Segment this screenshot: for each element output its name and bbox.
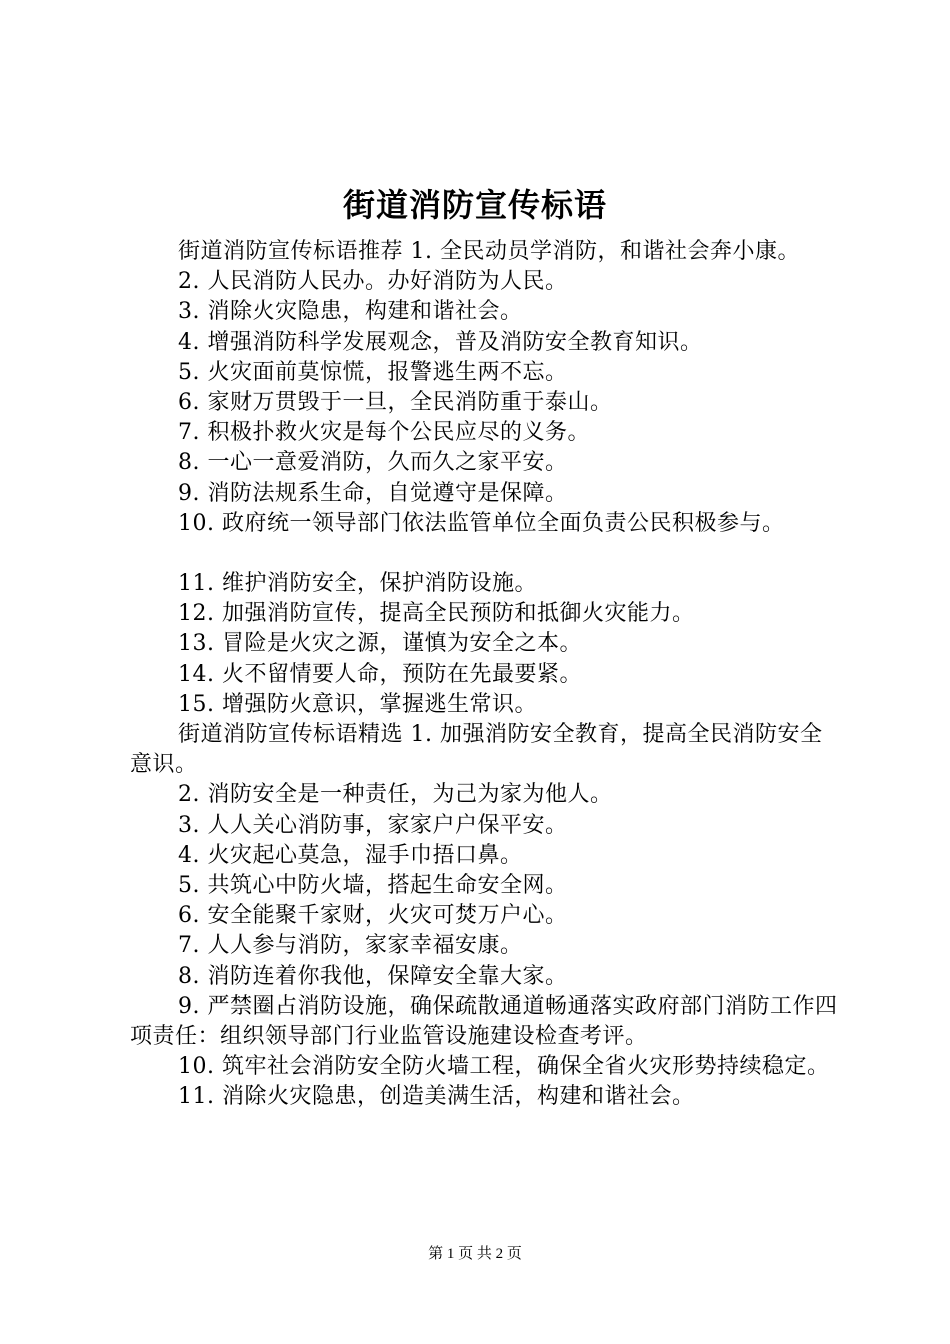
slogan-item: 3. 人人关心消防事，家家户户保平安。: [178, 812, 568, 838]
document-title: 街道消防宣传标语: [342, 186, 607, 224]
slogan-item: 11. 维护消防安全，保护消防设施。: [178, 571, 537, 597]
slogan-item: 2. 消防安全是一种责任，为己为家为他人。: [178, 782, 613, 808]
slogan-item: 10. 政府统一领导部门依法监管单位全面负责公民积极参与。: [178, 510, 785, 536]
slogan-item: 5. 火灾面前莫惊慌，报警逃生两不忘。: [178, 359, 568, 385]
slogan-item: 5. 共筑心中防火墙，搭起生命安全网。: [178, 873, 568, 899]
document-body: [130, 237, 842, 1113]
slogan-item: 9. 严禁圈占消防设施，确保疏散通道畅通落实政府部门消防工作四项责任：组织领导部门行业监管设施建设检查考评。: [130, 993, 838, 1050]
slogan-item: 11. 消除火灾隐患，创造美满生活，构建和谐社会。: [178, 1084, 695, 1110]
slogan-item: 7. 人人参与消防，家家幸福安康。: [178, 933, 523, 959]
slogan-item: 12. 加强消防宣传，提高全民预防和抵御火灾能力。: [178, 601, 695, 627]
paragraph-intro-selected: 街道消防宣传标语精选 1. 加强消防安全教育，提高全民消防安全意识。: [130, 722, 823, 778]
slogan-item: 6. 安全能聚千家财，火灾可焚万户心。: [178, 903, 568, 929]
slogan-item: 4. 火灾起心莫急，湿手巾捂口鼻。: [178, 842, 523, 868]
slogan-item: 8. 一心一意爱消防，久而久之家平安。: [178, 450, 568, 476]
slogan-item: 3. 消除火灾隐患，构建和谐社会。: [178, 299, 523, 325]
slogan-item: 14. 火不留情要人命，预防在先最要紧。: [178, 661, 582, 687]
slogan-item: 2. 人民消防人民办。办好消防为人民。: [178, 269, 568, 295]
slogan-item: 10. 筑牢社会消防安全防火墙工程，确保全省火灾形势持续稳定。: [178, 1054, 830, 1080]
slogan-item: 8. 消防连着你我他，保障安全靠大家。: [178, 963, 568, 989]
slogan-item: 4. 增强消防科学发展观念，普及消防安全教育知识。: [178, 329, 703, 355]
slogan-item: 9. 消防法规系生命，自觉遵守是保障。: [178, 480, 568, 506]
page-number-footer: 第 1 页 共 2 页: [428, 1246, 522, 1262]
slogan-item: 7. 积极扑救火灾是每个公民应尽的义务。: [178, 420, 590, 446]
paragraph-intro-recommended: 街道消防宣传标语推荐 1. 全民动员学消防，和谐社会奔小康。: [178, 239, 800, 264]
slogan-item: 15. 增强防火意识，掌握逃生常识。: [178, 691, 537, 717]
paragraph-spacer: [130, 539, 842, 569]
slogan-item: 13. 冒险是火灾之源，谨慎为安全之本。: [178, 631, 582, 657]
slogan-item: 6. 家财万贯毁于一旦，全民消防重于泰山。: [178, 390, 613, 416]
